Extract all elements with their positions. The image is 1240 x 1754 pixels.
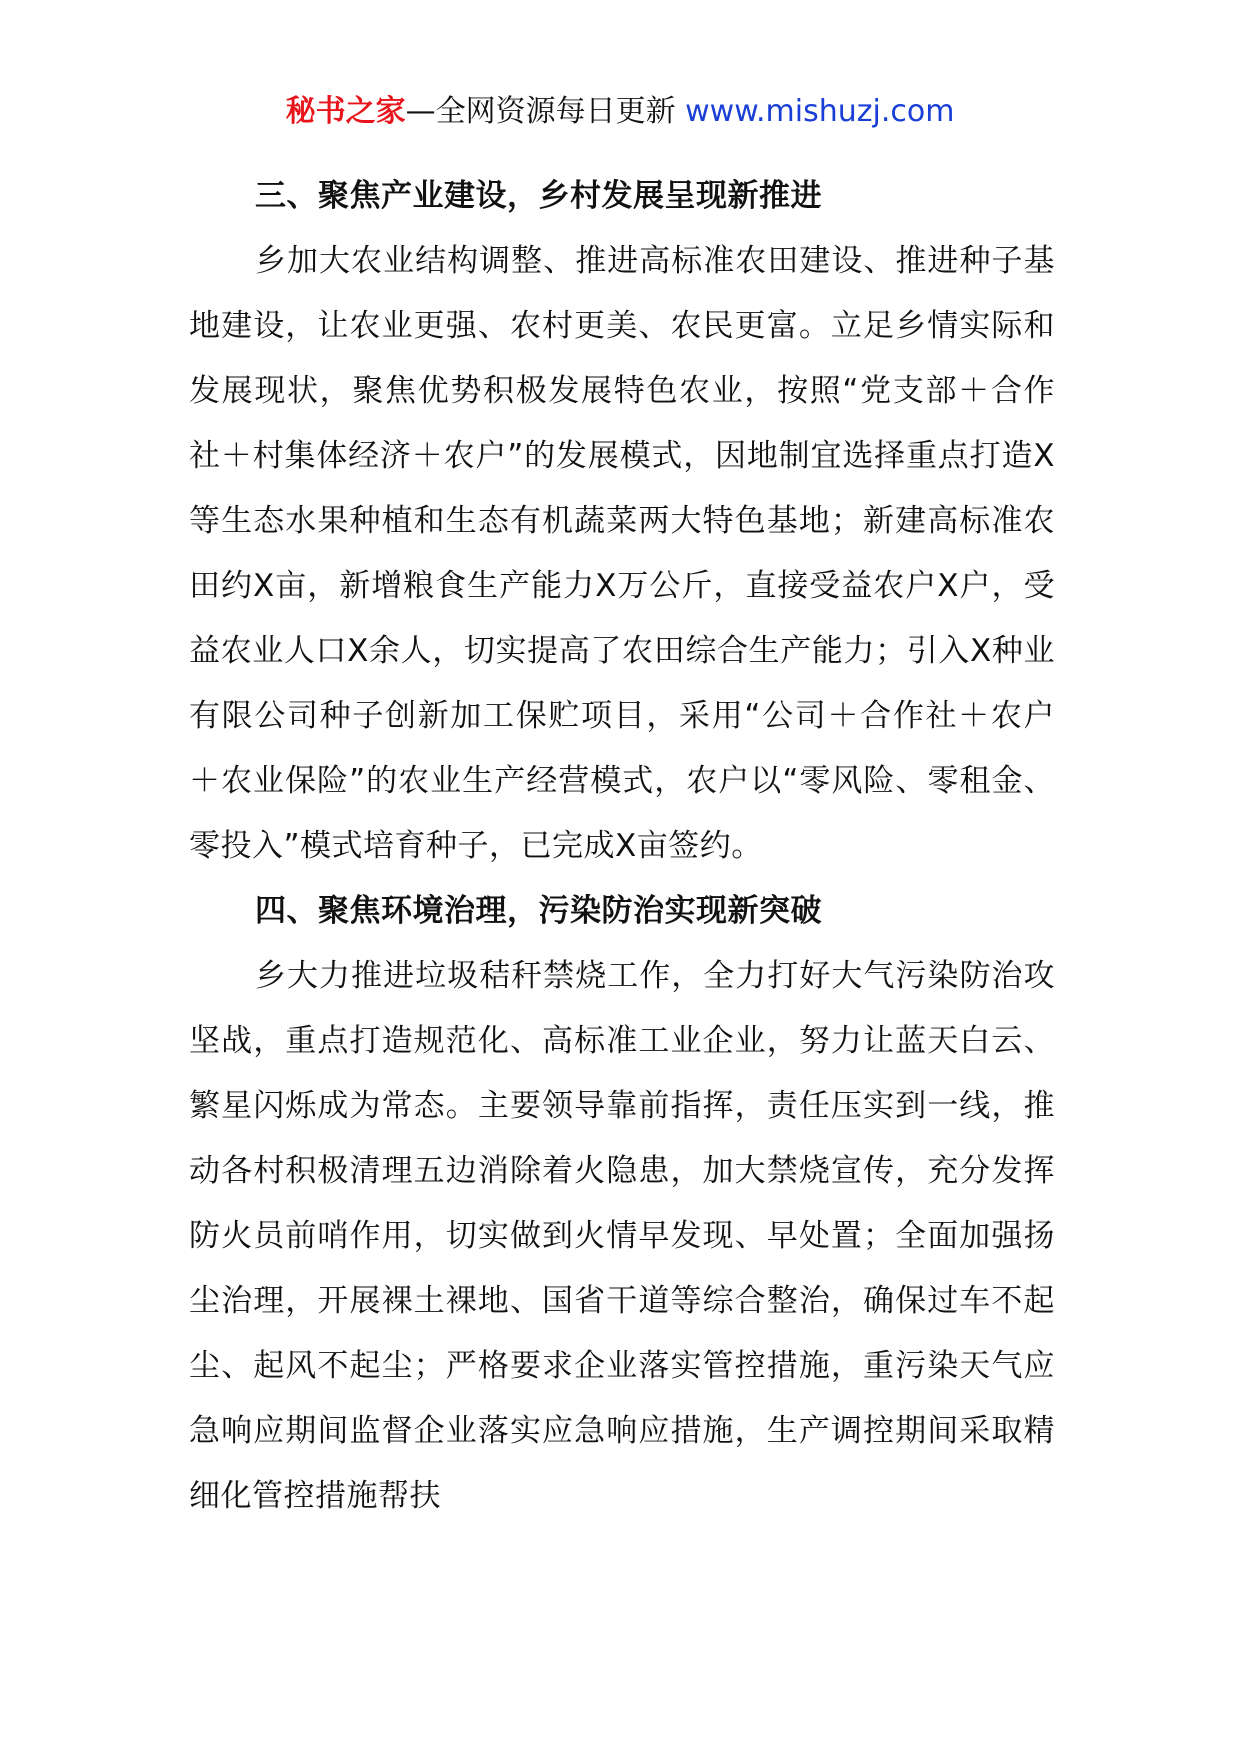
section-paragraph-3: 乡加大农业结构调整、推进高标准农田建设、推进种子基地建设，让农业更强、农村更美、农民更富。立足乡情实际和发展现状，聚焦优势积极发展特色农业，按照“党支部＋合作社＋村集体经济＋农户”的发展模式，因地制宜选择重点打造X等生态水果种植和生态有机蔬菜两大特色基地；新建高标准农田约X亩，新增粮食生产能力X万公斤，直接受益农户X户，受益农业人口X余人，切实提高了农田综合生产能力；引入X种业有限公司种子创新加工保贮项目，采用“公司＋合作社＋农户＋农业保险”的农业生产经营模式，农户以“零风险、零租金、零投入”模式培育种子，已完成X亩签约。: [189, 243, 1055, 864]
site-tagline: —全网资源每日更新: [405, 94, 686, 129]
section-paragraph-4: 乡大力推进垃圾秸秆禁烧工作，全力打好大气污染防治攻坚战，重点打造规范化、高标准工业企业，努力让蓝天白云、繁星闪烁成为常态。主要领导靠前指挥，责任压实到一线，推动各村积极清理五边消除着火隐患，加大禁烧宣传，充分发挥防火员前哨作用，切实做到火情早发现、早处置；全面加强扬尘治理，开展裸土裸地、国省干道等综合整治，确保过车不起尘、起风不起尘；严格要求企业落实管控措施，重污染天气应急响应期间监督企业落实应急响应措施，生产调控期间采取精细化管控措施帮扶: [189, 958, 1055, 1514]
site-header: [0, 92, 1240, 132]
document-body: [189, 164, 1055, 1529]
site-brand: 秘书之家: [285, 94, 406, 129]
section-heading-3: 三、聚焦产业建设，乡村发展呈现新推进: [255, 178, 822, 214]
site-url-link[interactable]: www.mishuzj.com: [685, 94, 955, 129]
section-heading-4: 四、聚焦环境治理，污染防治实现新突破: [255, 893, 822, 929]
